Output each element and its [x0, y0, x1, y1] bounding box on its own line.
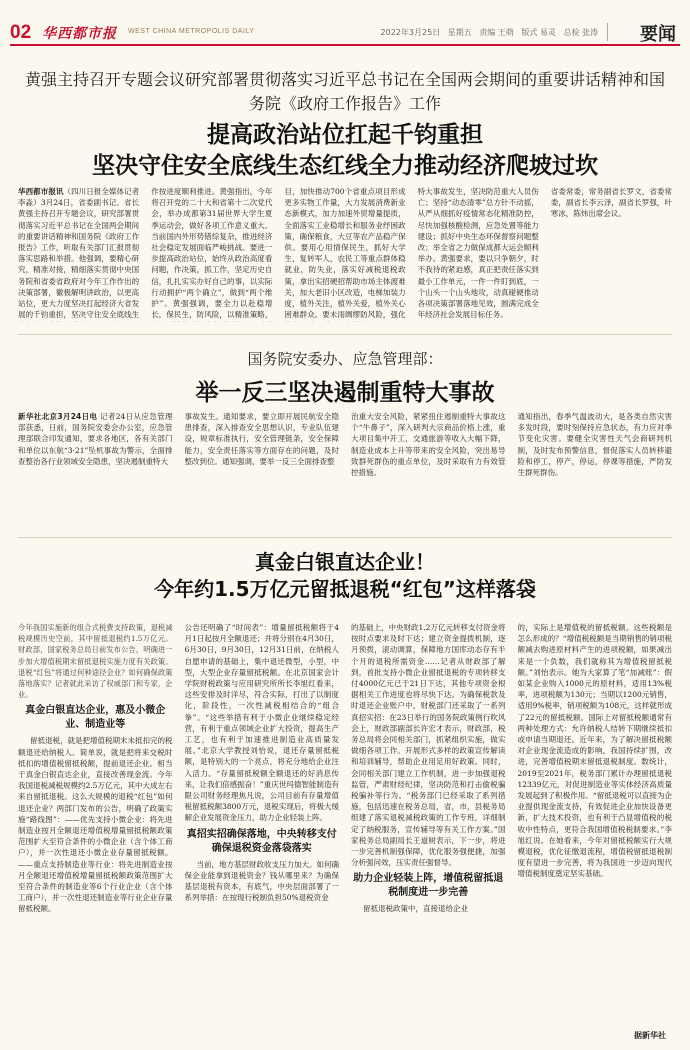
story3-col3-text: 的基础上，中央财政1.2万亿元转移支付资金将按时点要求及时下达；建立资金提拨机制，逐月预拨，滚动调算，保障地方国库动态存有半个月的退税所需资金……记者从财政部了解到，首批支持小微企业留抵退税的专项转移支付4000亿元已于21日下达，其他专项资金根据相关工作进度也将尽快下达。为确保税款及时退还企业账户中，财税部门还采取了一系列真招实招：在23日举行的国务院政策例行吹风会上，财政部副部长许宏才表示，财政部，税务总局将会同相关部门，抓紧组织实施，做实做细各项工作。开展形式多样的政策宣传解读和培训辅导，帮助企业用足用好政策。同时，会同相关部门建立工作机制，进一步加强退税监管，严肃财经纪律，坚决防范和打击偷税骗税骗补等行为。“税务部门已经采取了系列措施，包括迅速在税务总局，省，市，县税务局组建了落实退税减税政策的工作专班，详细制定了纳税服务，宣传辅导等有关工作方案。”国家税务总局副局长王道树表示，下一步，将进一步完善机制强保障，优化服务强便捷，加强分析强问效，压实责任强督导。 [351, 623, 506, 868]
story3-col2-text: 公告还明确了“时间表”：增量留抵税额将于4月1日起按月全额退还；并将分别在4月30日，6月30日，9月30日，12月31日前，在纳税人自愿申请的基础上，集中退还微型，小型，中型，大型企业存量留抵税额。在北京国家会计学院财税政策与应用研究所所长李旭红看来，这些安排及时洋尽，符合实际，打出了以制度化，阶段性，一次性减税相结合的“组合拳”。“这些举措有利于小微企业继续稳定经营，有利于重点领域企业扩大投资，提高生产工艺，也有利于加速推进制造业高质量发展。”北京大学教授刘怡说，退还存量留抵税额，是特别大的一个亮点，将充分地给企业注入活力。“存量留抵税额全额退还的好消息传来，让我们倍感振奋！”重庆世玛德智能制造有限公司财务经理焦凡说，公司目前有存量增值税留抵税额3800万元，退税实现后，将极大缓解企业发展资金压力，助力企业轻装上阵。 [184, 623, 339, 823]
story2-col3-text: 治重大安全风险，紧紧扭住遏制重特大事故这个“牛鼻子”，深入研判大宗商品价格上涨，重大项目集中开工，交通旅游等收入大幅下降，制造业成本上升等带来的安全风险，突出易导致群死群伤的重点单位，及时采取有力有效管控措施。 [351, 412, 506, 478]
paper-logo: 华西都市报 [42, 26, 117, 42]
story2-col1-text: 记者24日从应急管理部获悉，日前，国务院安委会办公室，应急管理部联合印发通知，要求各地区，各有关部门和单位以东航“3·21”坠机事故为警示，全面排查整治各行业领域安全隐患，坚决遏制重特大 [18, 412, 173, 466]
story3-headline [20, 549, 670, 603]
story3-col3 [351, 622, 506, 1024]
story3-col3-tail: 留抵退税政策中，直接退给企业 [363, 904, 468, 914]
issue-date: 2022年3月25日 [380, 28, 441, 37]
story1-headline [20, 120, 670, 182]
story2-byline: 新华社北京3月24日电 [18, 412, 98, 421]
issue-weekday: 星期五 [447, 28, 472, 37]
header-divider [607, 23, 608, 41]
story1-col3 [284, 186, 405, 322]
story2-col2-text: 事故发生。通知要求，要立即开展民航安全隐患排查，深入排查安全思想认识，专业队伍建设，规章标准执行，安全管理链条，安全保障能力，安全责任落实等方面存在的问题，及时整改到位。通知强调，要举一反三全面排查整 [184, 412, 339, 466]
story1-col2-text: 作按进度顺利推进。黄强指出，今年将召开党的二十大和省第十二次党代会，举办成都第31届世界大学生夏季运动会，做好各项工作意义重大。当前国内外形势错综复杂，推进经济社会稳定发展面临严峻挑战。要进一步提高政治站位，始终从政治高度看问题，作决策，抓工作，坚定历史自信，扎扎实实办好自己的事，以实际行动拥护“两个确立”，做到“两个维护”。黄强强调，要全力以赴稳增长，保民生，防风险，以精准策略， [151, 187, 273, 320]
divider-rule [18, 334, 672, 335]
checker-credit: 总检 张涛 [563, 28, 598, 37]
story1-col3-text: 目，加快推动700个省重点项目形成更多实物工作量，大力发展消费新业态新模式，加力加速外贸增量提质，全面落实工业稳增长和服务业纾困政策，确保粮食，大豆等农产品稳产保供。要用心用情保民生，抓好大学生，复转军人，农民工等重点群体稳就业，防失业，落实好减税退税政策，拿出实招硬招帮助市场主体渡难关，加大老旧小区改造，电梯加装力度，植外关注，植外关爱，植外关心困难群众。要未雨绸缪防风险，强化 [284, 187, 406, 320]
story2-body [18, 411, 672, 529]
story1-col4 [418, 186, 539, 322]
story1-col5 [551, 186, 672, 322]
story3-intro: 今年我国实施新的组合式税费支持政策，退税减税规模历史空前，其中留抵退税约1.5万亿元。财政部，国家税务总局日前发布公告，明确进一步加大增值税期末留抵退税实施力度有关政策。退税“红包”将通过何种途径会业？如何确保政策落地落实？记者就此采访了权威部门和专家，企业。 [18, 623, 173, 700]
story1-col1-text: （四川日报全媒体记者 李淼）3月24日，省委副书记、省长黄强主持召开专题会议，研究部署贯彻落实习近平总书记在全国两会期间的重要讲话精神和国务院《政府工作报告》工作，听取有关部门汇报贯彻落实思路和举措。他强调，要精心研究，精准对接，精细落实贯彻中央国务院和省委省政府对今年工作作出的决策部署，徽极解明讲政治，以更高站位，更大力度坚决扛起经济大省发展的千钧重担，坚决守住安全底线生 [18, 187, 140, 320]
story2-col3 [351, 411, 506, 529]
story1-headline-line2: 坚决守住安全底线生态红线全力推动经济爬坡过坎 [92, 153, 598, 179]
story3-col4-text: 的，实际上是增值税的留抵税额。这些税额是怎么形成的？“增值税税额是当期销售的销项税额减去购进原材料产生的进项税额，如果减出来是一个负数，我们就称其为增值税留抵税额。”刘怡表示。她为大家算了笔“加减账”：假如某企业购入1000元的原材料，适用13%税率，进项税额为130元；当期以1200元销售，适用9%税率，销项税额为108元，这样就形成了22元的留抵税额。国际上对留抵税额通常有两种处理方式：允许纳税人结转下期继续抵扣或申请当期退还。近年来，为了解决留抵税额对企业现金流造成的影响，我国持续扩围，改进，完善增值税期末留抵退税制度。数统计，2019至2021年，税务部门累计办理留抵退税12339亿元，对促进制造业等实体经济高质量发展起到了积极作用。“留抵退税可以直接为企业提供现金流支持，有效促进企业加快设备更新，扩大技术投资，也有利于凸显增值税的税收中性特点，更符合我国增值税税制要求。”李旭红说。在她看来，今年对留抵税额实行大规模退税，优化征缴退流程，增值税留抵退税制度有望进一步完善，将为我国进一步迈向现代增值税制度奠定坚实基础。 [517, 623, 672, 879]
story2-kicker: 国务院安委办、应急管理部： [247, 350, 443, 368]
story3-col4 [518, 622, 673, 1024]
page-number: 02 [10, 22, 32, 43]
story3-source: 据新华社 [634, 1031, 666, 1040]
story3-headline-line2: 今年约1.5万亿元留抵退税“红包”这样落袋 [154, 577, 536, 601]
story3-subhead-2: 真招实招确保落地，中央转移支付确保退税资金落袋落实 [186, 828, 337, 854]
story3-subhead-3: 助力企业轻装上阵，增值税留抵退税制度进一步完善 [353, 873, 504, 899]
story1-col4-text: 特大事故发生，坚决防范重大人员伤亡；坚持“动态清零”总方针不动摇，从严从细抓好疫情常态化精准防控，尽快加强核酸检测，应急处置等能力建设；抓好中央生态环保督察问题整改；举全省之力做保成都大运会顺利举办。黄强要求，要以只争朝夕，时不我待的紧迫感，真正把责任落实到最小工作单元，一件一件盯到底，一个山头一个山头地攻，动真碰硬推动各项决策部署落地见效，圆满完成全年经济社会发展目标任务。 [417, 187, 539, 320]
story1-headline-line1: 提高政治站位扛起千钧重担 [207, 122, 483, 148]
story3-col2 [185, 622, 340, 1024]
layout-credit: 版式 易灵 [521, 28, 556, 37]
story1-byline: 华西都市报讯 [18, 187, 64, 196]
story1-body [18, 186, 672, 322]
editor-credit: 责编 王萌 [479, 28, 514, 37]
divider-rule [18, 537, 672, 538]
story3-col1-text: 留抵退税，就是把增值税期末未抵扣完的税额退还给纳税人。简单说，就是把将来交税时抵扣的增值税留抵税额，提前退还企业。相当于真金白银直达企业，直接改善现金流。今年我国退税减税规模约2.5万亿元，其中大成左右来自留抵退税。这么大规模的退税“红包”如何退还企业？两部门发布的公告，明确了政策实施“路线图”：——优先支持小微企业：将先进制造业按月全额退还增值税增量留抵税额政策范围扩大至符合条件的小微企业（含个体工商户），并一次性退还小微企业存量留抵税额。——重点支持制造业等行业：将先进制造业按月全额退还增值税增量留抵税额政策范围扩大至符合条件的制造业等6个行业企业（含个体工商户），并一次性退还制造业等行业企业存量留抵税额。 [18, 736, 173, 914]
story2-col2 [185, 411, 340, 529]
story1-col1 [18, 186, 139, 322]
section-name: 要闻 [640, 24, 676, 45]
story3-col2-tail: 当前，地方基层财政收支压力加大。如何确保企业能拿到退税资金？钱从哪里来？为确保基层退税有资本，有底气，中央层面部署了一系列举措：在按现行税制负担50%退税资金 [184, 859, 339, 903]
masthead [10, 18, 680, 46]
story1-col5-text: 省委常委，常务副省长罗文，省委常委，副省长李云泽，副省长罗强，叶寒冰，陈炜出席会议。 [550, 187, 672, 219]
issue-meta [376, 27, 598, 38]
story2-col4 [518, 411, 673, 529]
story1-kicker: 黄强主持召开专题会议研究部署贯彻落实习近平总书记在全国两会期间的重要讲话精神和国务院《政府工作报告》工作 [24, 70, 665, 113]
story2-col4-text: 通知指出，春季气温波动大，是各类自然灾害多发时段，要时刻保持应急状态，有力应对季节变化灾害。要健全灾害性天气会商研判机制，及时发布预警信息，督促落实人员转移避险和停工，停产，停运，停课等措施，严防发生群死群伤。 [517, 412, 672, 478]
story2-headline: 举一反三坚决遏制重特大事故 [195, 380, 495, 406]
story2-col1 [18, 411, 173, 529]
story1-col2 [151, 186, 272, 322]
story3-subhead-1: 真金白银直达企业，惠及小微企业、制造业等 [25, 705, 166, 731]
story3-col1 [18, 622, 173, 1024]
story3-body [18, 622, 672, 1024]
paper-english-name: WEST CHINA METROPOLIS DAILY [128, 28, 255, 35]
story3-headline-line1: 真金白银直达企业！ [255, 550, 435, 574]
